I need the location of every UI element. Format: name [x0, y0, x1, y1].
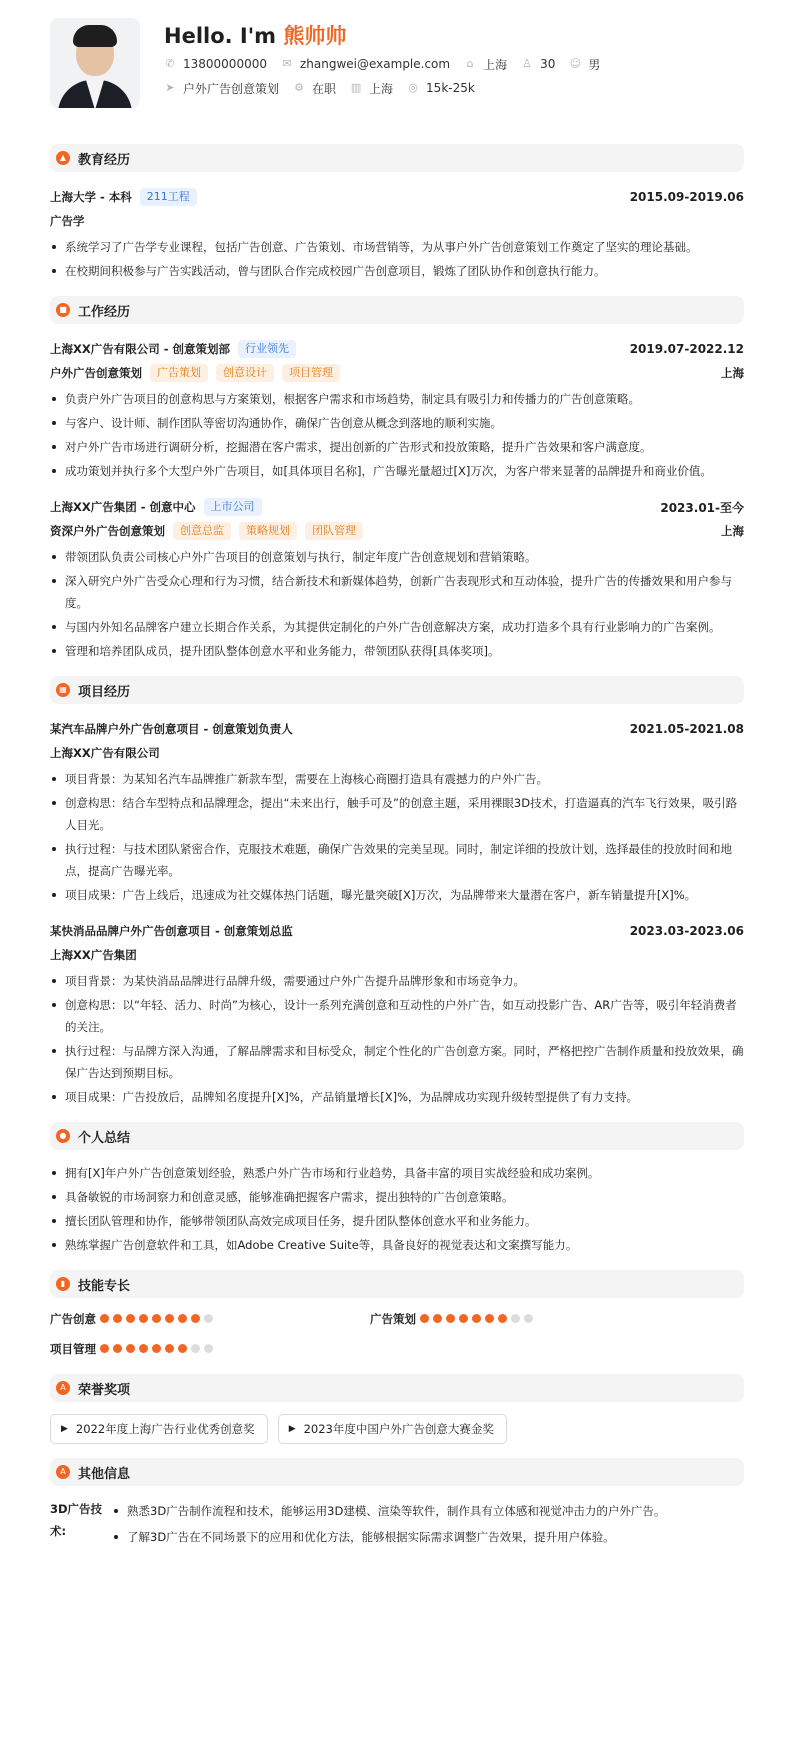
- chart-icon: ▮: [56, 1277, 70, 1291]
- phone-text: 13800000000: [183, 57, 267, 71]
- section-title: 技能专长: [78, 1278, 131, 1294]
- section-title: 教育经历: [78, 152, 131, 168]
- rating-dot-filled: [472, 1314, 481, 1323]
- list-item: 具备敏锐的市场洞察力和创意灵感，能够准确把握客户需求，提出独特的广告创意策略。: [50, 1186, 744, 1208]
- gender-item: [569, 56, 600, 73]
- skill-name: 广告创意: [50, 1312, 96, 1326]
- greeting-title: [164, 20, 614, 46]
- list-item: 创意构思：以“年轻、活力、时尚”为核心，设计一系列充满创意和互动性的户外广告，如互动投影广告、AR广告等，吸引年轻消费者的关注。: [50, 994, 744, 1038]
- award-item: [278, 1414, 507, 1444]
- work-bullets: [50, 388, 744, 482]
- age-icon: ♙: [522, 57, 533, 70]
- status-item: [293, 80, 336, 97]
- project-icon: ▦: [56, 683, 70, 697]
- play-icon: ▶: [61, 1424, 68, 1434]
- section-title: 荣誉奖项: [78, 1382, 131, 1398]
- work-entry: [50, 496, 744, 662]
- rating-dot-filled: [139, 1314, 148, 1323]
- list-item: 擅长团队管理和协作，能够带领团队高效完成项目任务，提升团队整体创意水平和业务能力。: [50, 1210, 744, 1232]
- list-item: 执行过程：与技术团队紧密合作，克服技术难题，确保广告效果的完美呈现。同时，制定详细的投放计划，选择最佳的投放时间和地点，提高广告曝光率。: [50, 838, 744, 882]
- send-icon: ➤: [165, 81, 175, 94]
- list-item: 在校期间积极参与广告实践活动，曾与团队合作完成校园广告创意项目，锻炼了团队协作和创意执行能力。: [50, 260, 744, 282]
- rating-dot-filled: [498, 1314, 507, 1323]
- rating-dot-filled: [165, 1314, 174, 1323]
- list-item: 与国内外知名品牌客户建立长期合作关系，为其提供定制化的户外广告创意解决方案，成功打造多个具有行业影响力的广告案例。: [50, 616, 744, 638]
- skill-name: 广告策划: [370, 1312, 416, 1326]
- phone-item: [164, 57, 267, 71]
- skill-tag: 策略规划: [239, 522, 297, 540]
- section-header-awards: [50, 1374, 744, 1402]
- rating-dot-filled: [152, 1344, 161, 1353]
- section-header-summary: [50, 1122, 744, 1150]
- project-company: 上海XX广告有限公司: [50, 746, 160, 760]
- summary-bullets: [50, 1162, 744, 1256]
- section-title: 项目经历: [78, 684, 131, 700]
- section-header-other: [50, 1458, 744, 1486]
- list-item: 项目背景：为某快消品品牌进行品牌升级，需要通过户外广告提升品牌形象和市场竞争力。: [50, 970, 744, 992]
- project-period: 2023.03-2023.06: [629, 924, 744, 938]
- list-item: 深入研究户外广告受众心理和行为习惯，结合新技术和新媒体趋势，创新广告表现形式和互动体验，提升广告的传播效果和用户参与度。: [50, 570, 744, 614]
- skill-rating: [100, 1342, 217, 1356]
- section-title: 工作经历: [78, 304, 131, 320]
- list-item: 带领团队负责公司核心户外广告项目的创意策划与执行，制定年度广告创意规划和营销策略。: [50, 546, 744, 568]
- work-location: 上海: [721, 524, 744, 538]
- education-bullets: [50, 236, 744, 282]
- list-item: 负责户外广告项目的创意构思与方案策划，根据客户需求和市场趋势，制定具有吸引力和传播力的广告创意策略。: [50, 388, 744, 410]
- rating-dot-filled: [485, 1314, 494, 1323]
- work-period: 2019.07-2022.12: [629, 342, 744, 356]
- greeting-text: Hello. I'm: [164, 24, 284, 48]
- school-tag: 211工程: [140, 188, 197, 206]
- age-text: 30: [540, 57, 556, 71]
- job-title-text: 户外广告创意策划: [183, 81, 280, 96]
- graduation-cap-icon: ▲: [56, 151, 70, 165]
- home-icon: ⌂: [466, 57, 474, 70]
- skill-tag: 团队管理: [305, 522, 363, 540]
- rating-dot-filled: [459, 1314, 468, 1323]
- coin-icon: ◎: [408, 81, 418, 94]
- candidate-name: 熊帅帅: [283, 24, 347, 48]
- mail-icon: ✉: [282, 57, 292, 70]
- section-title: 其他信息: [78, 1466, 131, 1482]
- briefcase-icon: ■: [56, 303, 70, 317]
- education-period: 2015.09-2019.06: [629, 190, 744, 204]
- section-header-projects: [50, 676, 744, 704]
- skill-tag: 创意总监: [173, 522, 231, 540]
- resume-header: [50, 18, 744, 130]
- rating-dot-filled: [191, 1314, 200, 1323]
- age-item: [521, 57, 555, 71]
- rating-dot-empty: [524, 1314, 533, 1323]
- skill-item: [50, 1308, 370, 1330]
- other-label: 3D广告技术:: [50, 1502, 103, 1538]
- salary-text: 15k-25k: [426, 81, 475, 95]
- contact-row: [164, 54, 614, 74]
- email-item: [281, 57, 450, 71]
- education-entry: [50, 186, 744, 282]
- award-icon: A: [56, 1381, 70, 1395]
- list-item: 对户外广告市场进行调研分析，挖掘潜在客户需求，提出创新的广告形式和投放策略，提升广告效果和客户满意度。: [50, 436, 744, 458]
- school-name: 上海大学 - 本科: [50, 190, 132, 204]
- skill-item: [50, 1338, 370, 1360]
- rating-dot-filled: [165, 1344, 174, 1353]
- email-text: zhangwei@example.com: [299, 57, 451, 71]
- section-header-education: [50, 144, 744, 172]
- major-name: 广告学: [50, 214, 85, 228]
- info-icon: A: [56, 1465, 70, 1479]
- list-item: 执行过程：与品牌方深入沟通，了解品牌需求和目标受众，制定个性化的广告创意方案。同时，严格把控广告制作质量和投放效果，确保广告达到预期目标。: [50, 1040, 744, 1084]
- status-text: 在职: [312, 81, 337, 96]
- list-item: 熟练掌握广告创意软件和工具，如Adobe Creative Suite等，具备良好的视觉表达和文案撰写能力。: [50, 1234, 744, 1256]
- work-location: 上海: [721, 366, 744, 380]
- other-info: [50, 1498, 744, 1552]
- skill-item: [370, 1308, 690, 1330]
- rating-dot-empty: [191, 1344, 200, 1353]
- building-icon: ▥: [350, 81, 362, 94]
- target-city-item: [350, 80, 393, 97]
- work-entry: [50, 338, 744, 482]
- company-tag: 上市公司: [204, 498, 262, 516]
- rating-dot-empty: [204, 1314, 213, 1323]
- list-item: 管理和培养团队成员，提升团队整体创意水平和业务能力，带领团队获得[具体奖项]。: [50, 640, 744, 662]
- award-name: 2022年度上海广告行业优秀创意奖: [75, 1422, 255, 1436]
- rating-dot-filled: [100, 1344, 109, 1353]
- rating-dot-filled: [139, 1344, 148, 1353]
- gender-text: 男: [588, 57, 601, 72]
- user-icon: ●: [56, 1129, 70, 1143]
- list-item: 与客户、设计师、制作团队等密切沟通协作，确保广告创意从概念到落地的顺利实施。: [50, 412, 744, 434]
- skill-name: 项目管理: [50, 1342, 96, 1356]
- rating-dot-filled: [100, 1314, 109, 1323]
- skill-rating: [420, 1312, 537, 1326]
- company-name: 上海XX广告集团 - 创意中心: [50, 500, 196, 514]
- skill-rating: [100, 1312, 217, 1326]
- rating-dot-empty: [511, 1314, 520, 1323]
- city-item: [464, 56, 507, 73]
- section-header-skills: [50, 1270, 744, 1298]
- award-name: 2023年度中国户外广告创意大赛金奖: [303, 1422, 494, 1436]
- basic-info: [164, 18, 614, 98]
- project-title: 某汽车品牌户外广告创意项目 - 创意策划负责人: [50, 722, 293, 736]
- skill-tag: 项目管理: [282, 364, 340, 382]
- list-item: 成功策划并执行多个大型户外广告项目，如[具体项目名称]，广告曝光量超过[X]万次，为客户带来显著的品牌提升和商业价值。: [50, 460, 744, 482]
- company-tag: 行业领先: [238, 340, 296, 358]
- intent-row: [164, 78, 614, 98]
- rating-dot-filled: [178, 1314, 187, 1323]
- list-item: 项目成果：广告上线后，迅速成为社交媒体热门话题，曝光量突破[X]万次，为品牌带来大量潜在客户，新车销量提升[X]%。: [50, 884, 744, 906]
- project-bullets: [50, 768, 744, 906]
- list-item: 创意构思：结合车型特点和品牌理念，提出“未来出行，触手可及”的创意主题，采用裸眼3D技术，打造逼真的汽车飞行效果，吸引路人目光。: [50, 792, 744, 836]
- gender-icon: ☺: [569, 57, 582, 70]
- list-item: 了解3D广告在不同场景下的应用和优化方法，能够根据实际需求调整广告效果，提升用户体验。: [112, 1526, 665, 1548]
- rating-dot-filled: [126, 1314, 135, 1323]
- rating-dot-filled: [126, 1344, 135, 1353]
- rating-dot-filled: [113, 1344, 122, 1353]
- list-item: 拥有[X]年户外广告创意策划经验，熟悉户外广告市场和行业趋势，具备丰富的项目实战经验和成功案例。: [50, 1162, 744, 1184]
- skills-grid: [50, 1308, 744, 1360]
- rating-dot-filled: [420, 1314, 429, 1323]
- work-bullets: [50, 546, 744, 662]
- awards-list: [50, 1414, 744, 1444]
- rating-dot-filled: [113, 1314, 122, 1323]
- company-name: 上海XX广告有限公司 - 创意策划部: [50, 342, 231, 356]
- rating-dot-filled: [446, 1314, 455, 1323]
- other-bullets: [112, 1500, 665, 1552]
- target-city-text: 上海: [369, 81, 394, 96]
- job-item: [164, 80, 279, 97]
- rating-dot-filled: [433, 1314, 442, 1323]
- rating-dot-empty: [204, 1344, 213, 1353]
- phone-icon: ✆: [165, 57, 175, 70]
- gear-icon: ⚙: [294, 81, 304, 94]
- section-header-work: [50, 296, 744, 324]
- avatar: [50, 18, 140, 108]
- section-title: 个人总结: [78, 1130, 131, 1146]
- rating-dot-filled: [178, 1344, 187, 1353]
- position-name: 资深户外广告创意策划: [50, 524, 165, 538]
- position-name: 户外广告创意策划: [50, 366, 142, 380]
- project-entry: [50, 920, 744, 1108]
- project-company: 上海XX广告集团: [50, 948, 137, 962]
- award-item: [50, 1414, 268, 1444]
- project-title: 某快消品品牌户外广告创意项目 - 创意策划总监: [50, 924, 293, 938]
- project-bullets: [50, 970, 744, 1108]
- list-item: 项目成果：广告投放后，品牌知名度提升[X]%，产品销量增长[X]%，为品牌成功实现升级转型提供了有力支持。: [50, 1086, 744, 1108]
- skill-tag: 广告策划: [150, 364, 208, 382]
- rating-dot-filled: [152, 1314, 161, 1323]
- project-entry: [50, 718, 744, 906]
- list-item: 系统学习了广告学专业课程，包括广告创意、广告策划、市场营销等，为从事户外广告创意策划工作奠定了坚实的理论基础。: [50, 236, 744, 258]
- skill-tag: 创意设计: [216, 364, 274, 382]
- list-item: 熟悉3D广告制作流程和技术，能够运用3D建模、渲染等软件，制作具有立体感和视觉冲击力的户外广告。: [112, 1500, 665, 1522]
- city-text: 上海: [483, 57, 508, 72]
- salary-item: [407, 81, 475, 95]
- work-period: 2023.01-至今: [660, 500, 744, 515]
- list-item: 项目背景：为某知名汽车品牌推广新款车型，需要在上海核心商圈打造具有震撼力的户外广告。: [50, 768, 744, 790]
- play-icon: ▶: [288, 1424, 296, 1434]
- project-period: 2021.05-2021.08: [629, 722, 744, 736]
